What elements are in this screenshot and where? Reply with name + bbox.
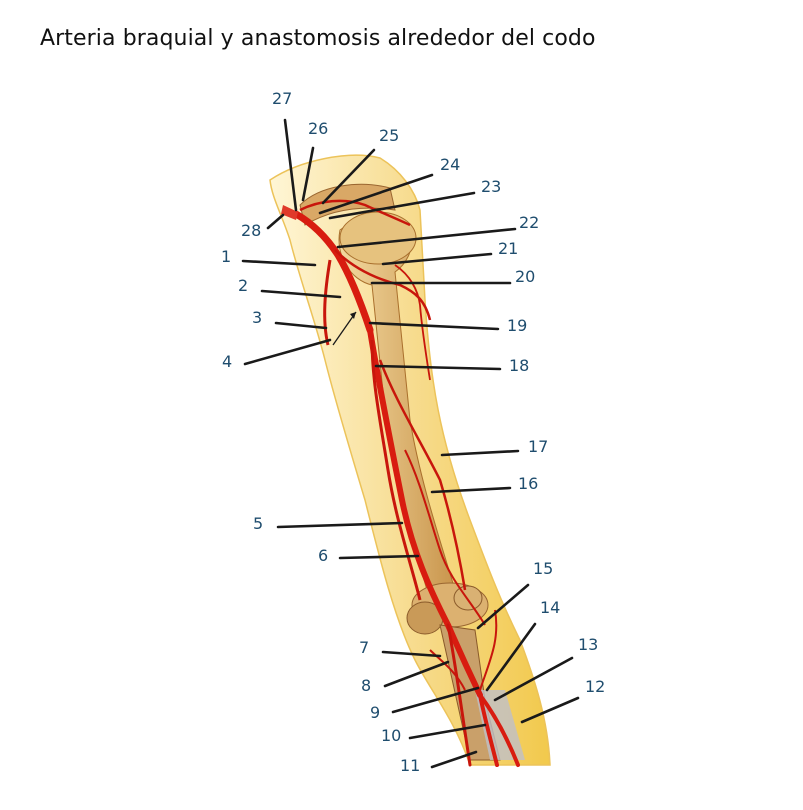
label-24: 24: [440, 155, 461, 174]
label-14: 14: [540, 598, 561, 617]
label-2: 2: [238, 276, 249, 295]
label-17: 17: [528, 437, 549, 456]
label-20: 20: [515, 267, 536, 286]
label-1: 1: [221, 247, 232, 266]
label-7: 7: [359, 638, 370, 657]
label-15: 15: [533, 559, 554, 578]
label-23: 23: [481, 177, 502, 196]
label-6: 6: [318, 546, 329, 565]
lateral-epicondyle: [454, 586, 482, 610]
label-8: 8: [361, 676, 372, 695]
label-18: 18: [509, 356, 530, 375]
label-27: 27: [272, 89, 293, 108]
label-28: 28: [241, 221, 262, 240]
label-10: 10: [381, 726, 402, 745]
label-9: 9: [370, 703, 381, 722]
page-title: Arteria braquial y anastomosis alrededor del codo: [40, 26, 596, 51]
label-22: 22: [519, 213, 540, 232]
label-19: 19: [507, 316, 528, 335]
label-13: 13: [578, 635, 599, 654]
label-3: 3: [252, 308, 263, 327]
label-25: 25: [379, 126, 400, 145]
label-11: 11: [400, 756, 421, 775]
label-5: 5: [253, 514, 264, 533]
humeral-head: [340, 212, 416, 264]
label-4: 4: [222, 352, 233, 371]
label-16: 16: [518, 474, 539, 493]
label-21: 21: [498, 239, 519, 258]
label-26: 26: [308, 119, 329, 138]
label-12: 12: [585, 677, 606, 696]
